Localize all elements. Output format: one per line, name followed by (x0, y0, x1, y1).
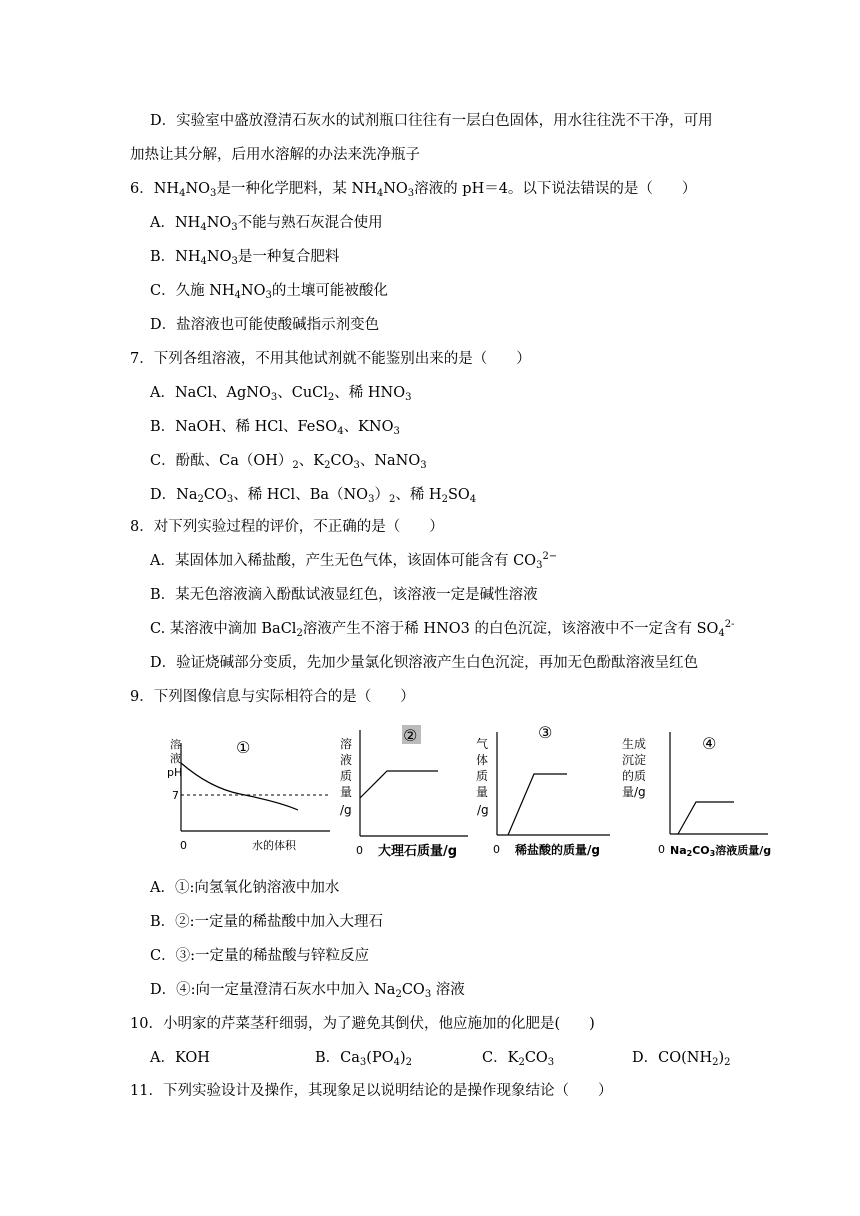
q7-option-a: A．NaCl、AgNO$_3$、CuCl$_2$、稀 $HNO_3$ (150, 385, 412, 403)
question-10: 10．小明家的芹菜茎秆细弱，为了避免其倒伏，他应施加的化肥是( ) (130, 1016, 595, 1032)
q9-option-c: C．③:一定量的稀盐酸与锌粒反应 (150, 948, 369, 964)
q6-option-c: C．久施 $NH_4NO_3$的土壤可能被酸化 (150, 283, 388, 301)
graph-2-curve (360, 771, 438, 798)
q6-option-b: B．$NH_4NO_3$是一种复合肥料 (150, 249, 340, 267)
graph-4-xlabel: Na2CO3溶液质量/g (670, 844, 772, 858)
q8-option-b: B．某无色溶液滴入酚酞试液显红色，该溶液一定是碱性溶液 (150, 587, 538, 603)
graph-4-ylabel-4: 量/g (622, 785, 646, 799)
graph-1 (167, 737, 330, 852)
graph-1-ylabel-3: pH (167, 766, 183, 779)
graph-4-ylabel-1: 生成 (622, 737, 647, 751)
graph-3-xlabel: 稀盐酸的质量/g (515, 843, 600, 857)
graph-1-origin: 0 (180, 839, 187, 852)
prev-option-d-line2: 加热让其分解，后用水溶解的办法来洗净瓶子 (130, 147, 420, 163)
q9-option-b: B．②:一定量的稀盐酸中加入大理石 (150, 914, 384, 930)
question-11: 11．下列实验设计及操作，其现象足以说明结论的是操作现象结论（ ） (130, 1083, 613, 1099)
graph-2-number: ② (403, 726, 418, 745)
graph-1-curve (181, 763, 298, 810)
graph-1-ylabel-2: 液 (170, 752, 181, 765)
q6-option-a: A．$NH_4NO_3$不能与熟石灰混合使用 (150, 215, 383, 233)
prev-option-d-line1: D．实验室中盛放澄清石灰水的试剂瓶口往往有一层白色固体，用水往往洗不干净，可用 (150, 113, 713, 129)
q7-option-b: B．NaOH、稀 HCl、FeSO$_4$、$KNO_3$ (150, 419, 400, 437)
graph-4-number: ④ (702, 734, 717, 753)
graph-2 (340, 725, 468, 859)
q8-option-c: C. 某溶液中滴加 BaCl$_2$溶液产生不溶于稀 HNO3 的白色沉淀，该溶液中不一定含有 $SO_4^{2-}$ (150, 619, 735, 639)
graph-2-ylabel-3: 质 (340, 769, 353, 783)
question-9: 9．下列图像信息与实际相符合的是（ ） (130, 689, 415, 705)
graph-4-curve (678, 802, 734, 834)
graph-3-ylabel-1: 气 (476, 737, 489, 751)
graph-4-ylabel-3: 的质 (622, 769, 647, 783)
question-6: 6．$NH_4NO_3$是一种化学肥料，某 $NH_4NO_3$溶液的 pH＝4。以下说法错误的是（ ） (130, 181, 697, 199)
q7-option-c: C．酚酞、$Ca(OH)_2$、$K_2CO_3$、NaNO$_3$ (150, 453, 427, 471)
graph-2-ylabel-1: 溶 (340, 737, 353, 751)
q10-option-c: C．$K_2CO_3$ (482, 1050, 555, 1068)
q9-graphs (150, 718, 790, 868)
graph-1-tick-7: 7 (172, 789, 179, 802)
graph-3 (476, 723, 610, 857)
graph-2-ylabel-5: /g (340, 803, 352, 817)
graph-3-origin: 0 (493, 843, 500, 856)
graph-1-xlabel: 水的体积 (252, 839, 296, 852)
graph-4-origin: 0 (658, 843, 665, 856)
graph-2-xlabel: 大理石质量/g (378, 844, 458, 859)
graph-1-ylabel-1: 溶 (170, 738, 181, 751)
graph-4 (622, 732, 771, 858)
question-7: 7．下列各组溶液，不用其他试剂就不能鉴别出来的是（ ） (130, 351, 531, 367)
question-8: 8．对下列实验过程的评价，不正确的是（ ） (130, 519, 444, 535)
graph-3-ylabel-2: 体 (476, 753, 489, 767)
q6-option-d: D．盐溶液也可能使酸碱指示剂变色 (150, 317, 380, 333)
q8-option-d: D．验证烧碱部分变质，先加少量氯化钡溶液产生白色沉淀，再加无色酚酞溶液呈红色 (150, 655, 699, 671)
q10-option-d: D．$CO(NH_2)_2$ (632, 1050, 731, 1068)
graph-1-number: ① (236, 738, 251, 757)
q10-option-b: B．$Ca_3(PO_4)_2$ (315, 1050, 413, 1068)
q8-option-a: A．某固体加入稀盐酸，产生无色气体，该固体可能含有 $CO_3^{2-}$ (150, 551, 558, 571)
graph-2-origin: 0 (356, 844, 363, 857)
graph-4-ylabel-2: 沉淀 (622, 753, 647, 767)
q7-option-d: D．$Na_2CO_3$、稀 HCl、$Ba(NO_3)_2$、稀 $H_2SO_4$ (150, 487, 477, 505)
graph-2-ylabel-2: 液 (340, 753, 353, 767)
graph-3-ylabel-4: 量 (476, 785, 489, 799)
graph-3-ylabel-5: /g (477, 803, 489, 817)
graph-3-ylabel-3: 质 (476, 769, 489, 783)
graph-2-ylabel-4: 量 (340, 785, 353, 799)
graph-3-curve (508, 774, 567, 835)
q10-option-a: A．KOH (150, 1050, 210, 1066)
graph-3-number: ③ (538, 723, 553, 742)
q9-option-d: D．④:向一定量澄清石灰水中加入 $Na_2CO_3$ 溶液 (150, 982, 465, 1000)
q9-option-a: A．①:向氢氧化钠溶液中加水 (150, 880, 340, 896)
